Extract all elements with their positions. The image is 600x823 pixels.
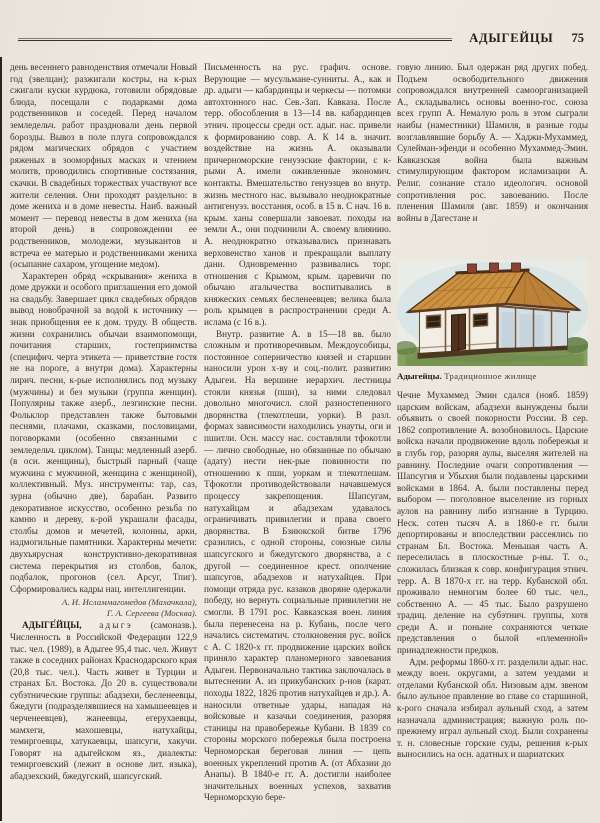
paragraph: Внутр. развитие А. в 15—18 вв. было сложным и противоречивым. Междоусобицы, постоянное соперничество князей и старшин наносили урон х-ву и соц.-полит. развитию Адыгеи. На вершине иерархич. лестницы стояли князья (пши), за ними следовал довольно многочисл. слой разностепенного дворянства (тлекотлеши, уорки). В разл. формах зависимости находились унауты, оги и пшитли. Осн. массу нас. составляли тфокотли — лично свободные, но обязанные по обычаю (адату) нести нек-рые повинности по отношению к пши, уоркам и тлекотлешам. Тфокотли противодействовали начавшемуся процессу закрепощения. Шапсугам, натухайцам и абадзехам удавалось ограничивать привилегии и права своего дворянства. В Бзиюкской битве 1796 сразились, с одной стороны, союзные силы шапсугского и бжедугского дворянства, а с другой — соединенное крест. ополчение шапсугов, абадзехов и натухайцев. При помощи отряда рус. казаков дворяне одержали победу, но вернуть социальные привилегии не смогли. В 1791 рос. Кавказская воен. линия была перенесена на р. Кубань, после чего начались систематич. столкновения рус. войск с А. С 1820-х гг. продвижение царских войск приняло характер планомерного завоевания Адыгеи. Первоначально тактика заключалась в вытеснении А. из прикубанских р-нов (карат. походы 1822, 1826 против натухайцев и др.). А. наносили ответные удары, нападая на войсковые и казачьи соединения, разоряя станицы на правобережье Кубани. В 1839 со стороны морского побережья была построена Черноморская береговая линия — цепь военных укреплений против А. (от Абхазии до Анапы). В 1840-е гг. А. достигли наиболее значительных военных успехов, захватив Черноморскую бере- (204, 328, 391, 803)
house-illustration (397, 260, 588, 366)
paragraph: Адм. реформы 1860-х гг. разделили адыг. нас. между воен. округами, а затем уездами и отделами Кубанской обл. Низовым адм. звеном было аульное правление во главе со старшиной, к-рого сначала избирал аульный сход, а затем назначала администрация; важную роль по-прежнему играл аульный сход. Были сохранены т. н. словесные горские суды, решения к-рых выносились на осн. адатных и шариатских (397, 656, 589, 760)
paragraph: говую линию. Был одержан ряд других побед. Подъем освободительного движения сопровождался внутренней самоорганизацией А., складывались основы военно-гос. союза всех групп А. Немалую роль в этом сыграли наибы (наместники) Шамиля, в разные годы возглавлявшие борьбу А. — Хаджи-Мухаммед, Сулейман-эфенди и особенно Мухаммед-Эмин. Кавказская война была важным стимулирующим фактором исламизации А. Религ. сознание стало идеологич. основой сопротивления рос. завоеванию. После пленения Шамиля (авг. 1859) и окончания войны в Дагестане и (397, 62, 588, 223)
paragraph: АДЫГЕ́ЙЦЫ, адыгэ (самоназв.). Численность в Российской Федерации 122,9 тыс. чел. (1989), в Адыгее 95,4 тыс. чел. Живут также в соседних районах Краснодарского края (20,8 тыс. чел.). Часть живет в Турции и странах Бл. Востока. До 20 в. существовали субэтнические группы: абадзехи, бесленеевцы, бжедуги (подразделявшиеся на хамышеевцев и черченеевцев), жанеевцы, егерухаевцы, мамхеги, махошевцы, натухайцы, темиргоевцы, хатукаевцы, шапсуги, хакучи. Говорят на адыгейском яз., диалекты: темиргоевский (лежит в основе лит. языка), абадзехский, бжедугский, шапсугский. (10, 620, 197, 782)
running-header-title: АДЫГЕЙЦЫ (469, 31, 554, 45)
page-number: 75 (571, 31, 584, 45)
figure-caption-lead: Адыгейцы. (397, 371, 442, 381)
paragraph: Характерен обряд «скрывания» жениха в доме дружки и особого приглашения его домой на свадьбу. Завершает цикл свадебных обрядов вывод новобрачной за водой к источнику — знак приобщения ее к дом. труду. В обществ. жизни сохранились обычаи взаимопомощи, почитания старших, гостеприимства (специфич. черта этикета — приветствие гостя не на пороге, а внутри дома). Характерны лирич. песни, к-рые исполнялись под музыку (мужчины) и без музыки (группа женщин). Популярны также азерб., лезгинские песни. Фольклор представлен также бытовыми песнями, плачами, сказками, пословицами, поговорками (особенно связанными с земледельч. циклом). Танцы: медленный азерб. (в осн. женщины), быстрый парный (чаще мужчина с мужчиной, женщина с женщиной), коллективный. Муз. инструменты: тар, саз, зурна (обычно две), барабан. Развито декоративное искусство, особенно резьба по камню и дереву, к-рой украшали фасады, столбы домов и мечетей, колонны, арки, надмогильные памятники. Характерны мечети: двухъярусная конструктивно-декоративная система перекрытия из столбов, балок, подбалок, прогонов (сел. Арсуг, Тпиг). Сформировались кадры нац. интеллигенции. (10, 270, 197, 594)
paragraph: день весеннего равноденствия отмечали Новый год (эвелцан); разжигали костры, на к-рых сжигали куски курдюка, готовили обрядовые блюда, посещали с подарками дома родственников и соседей. Перед началом земледельч. работ праздновали день первой борозды. Вывоз в поле плуга сопровождался рядом магических обрядов с участием ряженых в зооморфных масках и чтением молитв, проводились спортивные состязания, скачки. В свадебных торжествах участвуют все жители селения. Они проходят раздельно: в доме жениха и в доме невесты. Наиб. важный момент — перевод невесты в дом жениха (на второй день) в сопровождении ее родственников, молодежи, музыкантов и встреча ее матерью и родственниками жениха (осыпание сахаром, угощение медом). (10, 62, 197, 270)
authors-line: А. И. Исламмагомедов (Махачкала), Г. А. Сергеева (Москва). (62, 597, 197, 619)
running-header (469, 31, 584, 46)
scan-edge-artifact (0, 57, 2, 821)
text-column-3-lower (397, 390, 588, 761)
header-rule (18, 38, 452, 41)
paragraph: Чечне Мухаммед Эмин сдался (нояб. 1859) царским войскам, абадзехи вынуждены были объявить о своей покорности России. В сер. 1862 сопротивление А. возобновилось. Царские войска начали продвижение вдоль побережья и в глубь гор, разоряя аулы, выселяя жителей на равнину. Последние очаги сопротивления — Шапсугия и Убыхия были подавлены царскими войсками в 1864. А. были поставлены перед выбором — поголовное выселение из горных аулов на равнину либо изгнание в Турцию. Неск. сотен тысяч А. в 1860-е гг. были депортированы и впоследствии рассеялись по странам Бл. Востока. Меньшая часть А. переселилась в плоскостные р-ны. Т. о., сложилась близкая к совр. конфигурация этнич. терр. А. В 1870-х гг. на терр. Кубанской обл. проживало немногим более 60 тыс. чел., собственно А. — 45 тыс. Было разрушено традиц. деление на субэтнич. группы, хотя среди А. и поныне сохраняются четкие представления о былой «племенной» принадлежности предков. (397, 390, 588, 656)
figure-traditional-dwelling (397, 260, 588, 366)
text-column-1 (10, 62, 197, 783)
figure-caption-text: Традиционное жилище (441, 371, 537, 381)
text-column-3-upper (397, 62, 588, 224)
figure-caption (397, 371, 588, 381)
text-column-2 (204, 62, 391, 804)
paragraph: Письменность на рус. графич. основе. Верующие — мусульмане-сунниты. А., как и др. адыги — кабардинцы и черкесы — потомки автохтонного нас. Сев.-Зап. Кавказа. После терр. обособления в 13—14 вв. кабардинцев этнич. процессы среди ост. адыг. нас. привели к формированию совр. А. К 14 в. значит. воздействие на жизнь А. оказывали причерноморские генуэзские фактории, с к-рыми А. имели оживленные экономич. контакты. Вмешательство генуэзцев во внутр. жизнь местного нас. вызывало неоднократные антигенуэз. восстания, особ. в 15 в. С нач. 16 в. крым. ханы совершали завоеват. походы на земли А., они подчинили А. своему влиянию. А. неоднократно отказывались признавать верховенство ханов и прекращали выплату дани. Одновременно развивались торг. отношения с Крымом, крым. царевичи по обычаю аталычества воспитывались в княжеских семьях бесленеевцев; велика была роль крымцев в распространении среди А. ислама (с 16 в.). (204, 62, 391, 328)
